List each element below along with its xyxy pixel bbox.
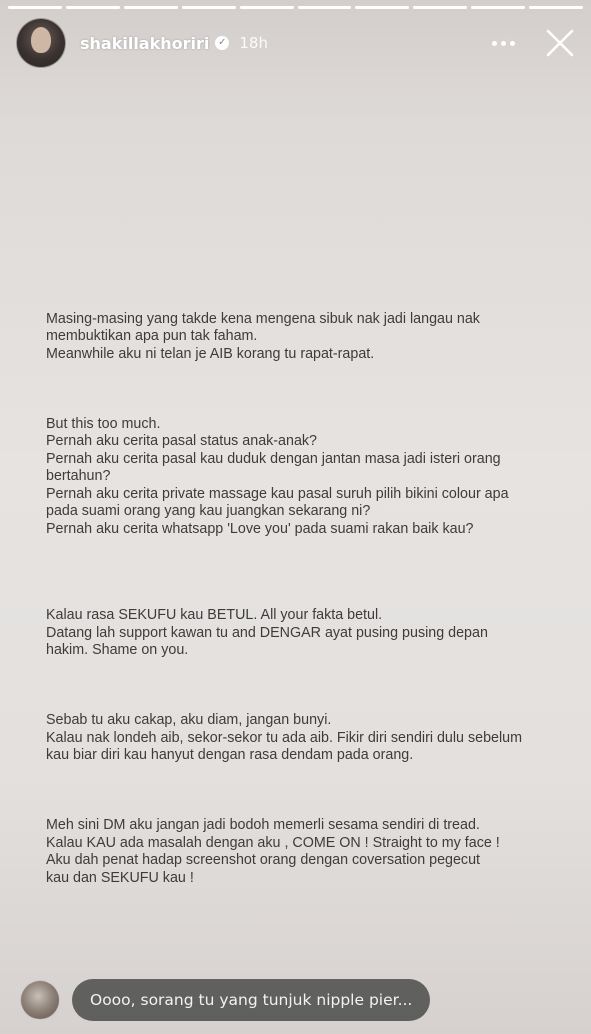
story-paragraph-5: Meh sini DM aku jangan jadi bodoh memerli sesama sendiri di tread. Kalau KAU ada masalah dengan aku , COME ON ! Straight to my face ! Aku dah penat hadap screenshot orang dengan coversation pegecut kau dan SEKUFU kau ! (46, 817, 500, 886)
progress-segment (529, 6, 583, 9)
username[interactable]: shakillakhoriri (80, 33, 210, 53)
story-paragraph-4: Sebab tu aku cakap, aku diam, jangan bunyi. Kalau nak londeh aib, sekor-sekor tu ada aib. Fikir diri sendiri dulu sebelum kau biar diri kau hanyut dengan rasa dendam pada orang. (46, 712, 523, 763)
story-text-block (46, 293, 556, 905)
story-paragraph-2: But this too much. Pernah aku cerita pasal status anak-anak? Pernah aku cerita pasal kau duduk dengan jantan masa jadi isteri orang bertahun? Pernah aku cerita private massage kau pasal suruh pilih bikini colour apa pada suami orang yang kau juangkan sekarang ni? Pernah aku cerita whatsapp 'Love you' pada suami rakan baik kau? (46, 415, 509, 537)
story-paragraph-3: Kalau rasa SEKUFU kau BETUL. All your fakta betul. Datang lah support kawan tu and DENGAR ayat pusing pusing depan hakim. Shame on you. (46, 607, 488, 658)
progress-segment (413, 6, 467, 9)
progress-segment (240, 6, 294, 9)
profile-avatar[interactable] (16, 18, 66, 68)
story-header (16, 18, 575, 68)
progress-segment (66, 6, 120, 9)
progress-segment (471, 6, 525, 9)
progress-segment (124, 6, 178, 9)
close-icon[interactable] (545, 28, 575, 58)
story-progress-bar (8, 6, 583, 9)
reply-row (20, 978, 571, 1022)
progress-segment (8, 6, 62, 9)
verified-badge-icon: ✓ (215, 36, 229, 50)
story-paragraph-1: Masing-masing yang takde kena mengena sibuk nak jadi langau nak membuktikan apa pun tak faham. Meanwhile aku ni telan je AIB korang tu rapat-rapat. (46, 310, 480, 362)
progress-segment (298, 6, 352, 9)
reply-message[interactable]: Oooo, sorang tu yang tunjuk nipple pier... (72, 979, 430, 1021)
reply-avatar[interactable] (20, 980, 60, 1020)
progress-segment (182, 6, 236, 9)
more-dots-icon[interactable] (492, 41, 515, 46)
progress-segment (355, 6, 409, 9)
story-timestamp: 18h (239, 34, 268, 52)
